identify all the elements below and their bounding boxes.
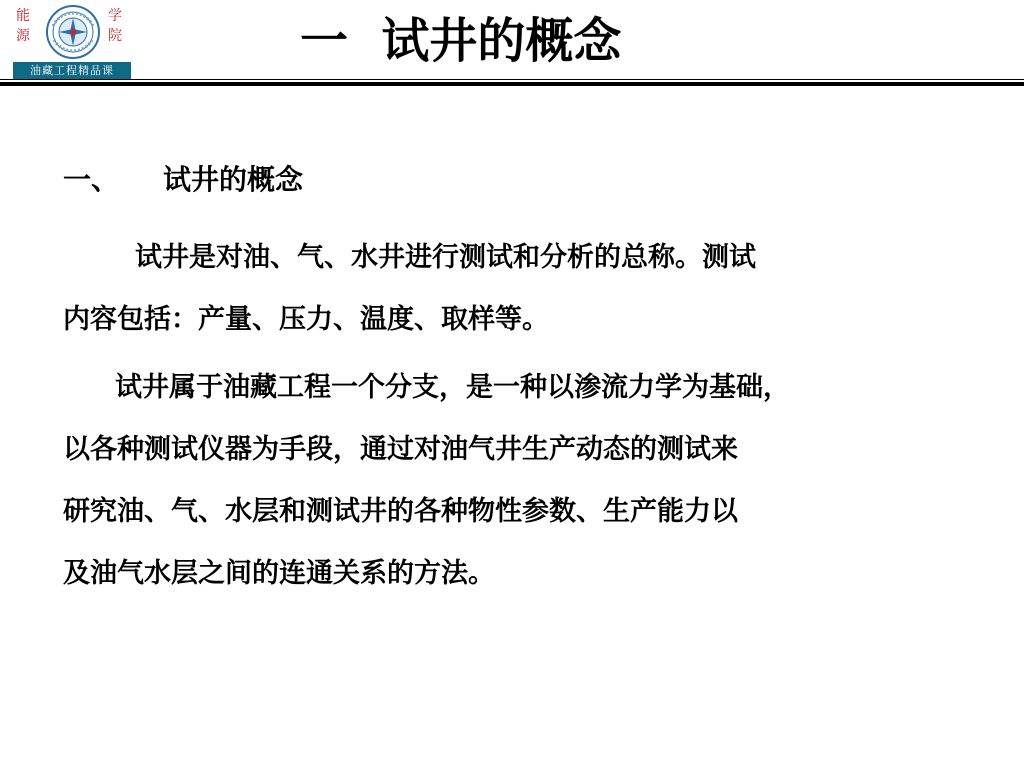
course-banner: 油藏工程精品课 <box>13 62 131 80</box>
section-number: 一、 <box>63 163 120 196</box>
paragraph-line: 试井是对油、气、水井进行测试和分析的总称。测试 <box>135 242 756 273</box>
logo-char: 能 <box>16 8 30 24</box>
logo-char: 院 <box>108 28 122 44</box>
logo-char: 学 <box>108 8 122 24</box>
paragraph-line: 试井属于油藏工程一个分支，是一种以渗流力学为基础， <box>115 372 790 403</box>
paragraph-line: 及油气水层之间的连通关系的方法。 <box>63 558 495 589</box>
paragraph-line: 以各种测试仪器为手段，通过对油气井生产动态的测试来 <box>63 434 738 465</box>
university-emblem-icon <box>45 4 101 60</box>
logo-char: 源 <box>16 28 30 44</box>
section-heading <box>63 160 303 200</box>
section-heading-text: 试井的概念 <box>163 163 304 196</box>
school-logo <box>12 4 132 82</box>
paragraph-line: 内容包括：产量、压力、温度、取样等。 <box>63 304 549 335</box>
header-divider-thick <box>0 82 1024 86</box>
paragraph-line: 研究油、气、水层和测试井的各种物性参数、生产能力以 <box>63 496 738 527</box>
header-divider <box>0 79 1024 80</box>
page-title: 一 试井的概念 <box>300 13 622 69</box>
